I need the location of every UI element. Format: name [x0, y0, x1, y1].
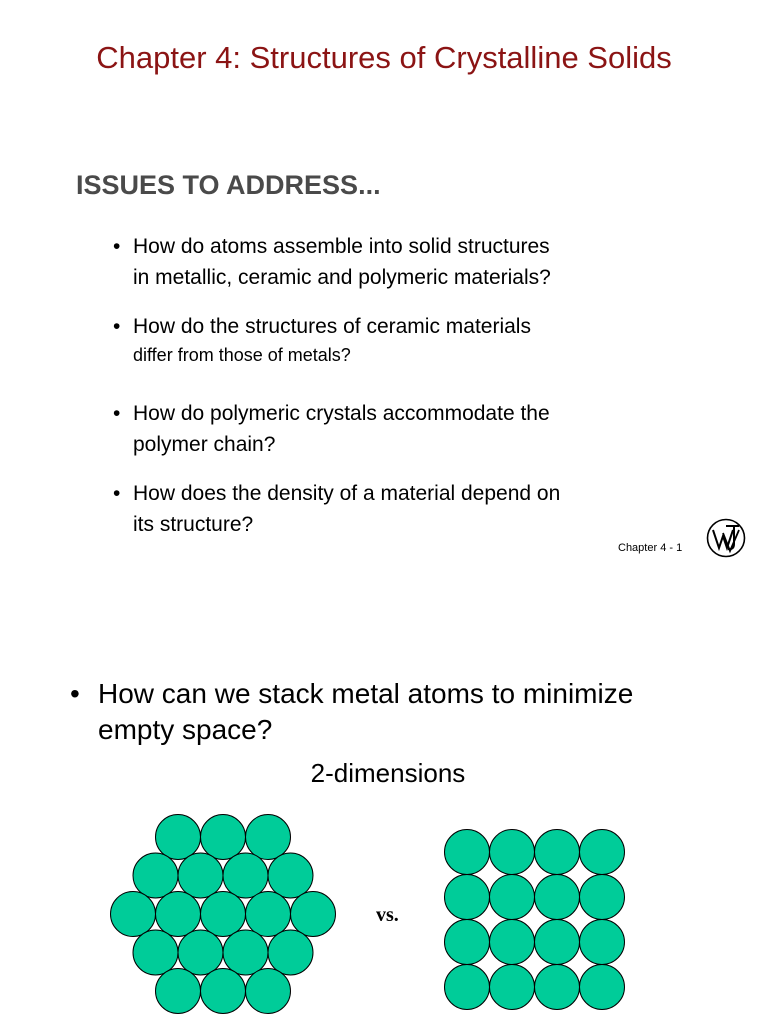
- hex-atom: [201, 969, 246, 1014]
- square-atom: [445, 875, 490, 920]
- square-atom: [445, 965, 490, 1010]
- square-atom: [535, 830, 580, 875]
- hex-atom: [133, 853, 178, 898]
- square-atom: [580, 830, 625, 875]
- hex-atom: [246, 969, 291, 1014]
- issues-heading: ISSUES TO ADDRESS...: [76, 170, 381, 200]
- bullet-text: How do the structures of ceramic materials: [133, 315, 531, 338]
- square-atom: [535, 875, 580, 920]
- square-atom: [445, 830, 490, 875]
- hex-atom: [246, 815, 291, 860]
- square-atom: [490, 875, 535, 920]
- hex-atom: [201, 892, 246, 937]
- bullet-glyph: •: [113, 402, 121, 425]
- square-atom: [445, 920, 490, 965]
- hex-atom: [291, 892, 336, 937]
- hexagonal-packing: [111, 815, 336, 1014]
- bullet-glyph: •: [113, 315, 121, 338]
- square-atom: [580, 920, 625, 965]
- square-atom: [580, 875, 625, 920]
- bullet-item: [113, 311, 733, 368]
- square-atom: [535, 920, 580, 965]
- hex-atom: [111, 892, 156, 937]
- bullet-glyph: •: [113, 482, 121, 505]
- slide-number: Chapter 4 - 1: [618, 542, 683, 554]
- hex-atom: [133, 930, 178, 975]
- bullet-item: [113, 398, 733, 460]
- publisher-logo-icon: [706, 518, 746, 558]
- square-atom: [580, 965, 625, 1010]
- square-atom: [490, 830, 535, 875]
- hex-atom: [223, 930, 268, 975]
- bullet-glyph: •: [70, 678, 80, 709]
- square-atom: [490, 920, 535, 965]
- question-text: How can we stack metal atoms to minimize: [98, 678, 634, 709]
- square-atom: [535, 965, 580, 1010]
- bullet-item: [113, 478, 733, 540]
- bullet-text: How do atoms assemble into solid structures: [133, 235, 550, 258]
- bullet-item: [113, 231, 733, 293]
- bullet-text-continued: its structure?: [133, 513, 254, 536]
- hex-atom: [223, 853, 268, 898]
- square-packing: [445, 830, 625, 1010]
- hex-atom: [268, 930, 313, 975]
- hex-atom: [178, 853, 223, 898]
- bullet-text: How do polymeric crystals accommodate the: [133, 402, 550, 425]
- square-atom: [490, 965, 535, 1010]
- slide-title: Chapter 4: Structures of Crystalline Solids: [96, 40, 672, 75]
- hex-atom: [156, 969, 201, 1014]
- bullet-text: How does the density of a material depend on: [133, 482, 561, 505]
- stacking-question: [70, 676, 750, 748]
- dimension-label: 2-dimensions: [310, 758, 466, 788]
- hex-atom: [268, 853, 313, 898]
- bullet-text-continued: differ from those of metals?: [133, 345, 351, 365]
- hex-atom: [201, 815, 246, 860]
- question-text-continued: empty space?: [98, 714, 273, 745]
- vs-label: vs.: [376, 904, 399, 926]
- hex-atom: [156, 815, 201, 860]
- hex-atom: [156, 892, 201, 937]
- bullet-text-continued: polymer chain?: [133, 433, 276, 456]
- bullet-glyph: •: [113, 235, 121, 258]
- hex-atom: [246, 892, 291, 937]
- bullet-text-continued: in metallic, ceramic and polymeric materials?: [133, 266, 551, 289]
- hex-atom: [178, 930, 223, 975]
